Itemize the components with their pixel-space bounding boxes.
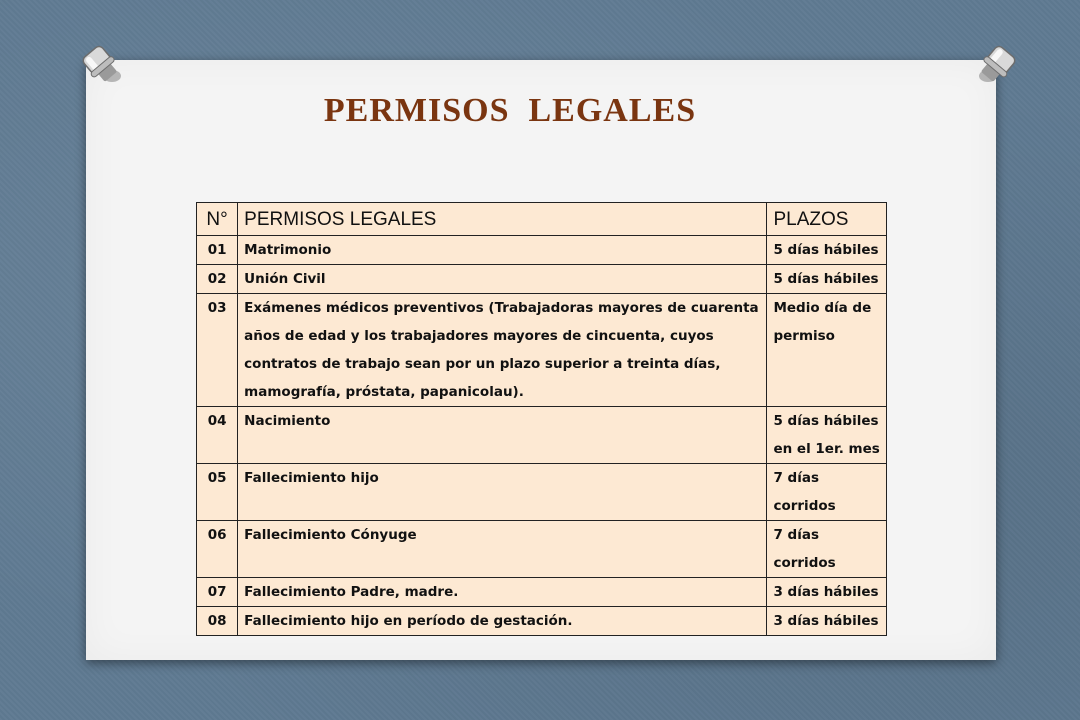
row-number: 02	[197, 265, 238, 294]
pushpin-icon	[966, 36, 1026, 96]
page-title: PERMISOS LEGALES	[323, 92, 697, 129]
row-number: 04	[197, 407, 238, 464]
table-row	[197, 265, 887, 294]
table-row	[197, 236, 887, 265]
table-row	[197, 294, 887, 407]
row-plazo: Medio día de permiso	[767, 294, 887, 407]
column-header-number: N°	[197, 203, 238, 236]
table-row	[197, 521, 887, 578]
column-header-plazos: PLAZOS	[767, 203, 887, 236]
row-number: 07	[197, 578, 238, 607]
table-row	[197, 578, 887, 607]
row-permiso: Matrimonio	[238, 236, 767, 265]
permits-table	[196, 202, 887, 636]
row-number: 03	[197, 294, 238, 407]
table-row	[197, 407, 887, 464]
row-plazo: 5 días hábiles en el 1er. mes	[767, 407, 887, 464]
row-number: 06	[197, 521, 238, 578]
row-permiso: Unión Civil	[238, 265, 767, 294]
row-plazo: 7 días corridos	[767, 464, 887, 521]
row-permiso: Fallecimiento hijo	[238, 464, 767, 521]
row-plazo: 3 días hábiles	[767, 607, 887, 636]
table-row	[197, 464, 887, 521]
table-header-row	[197, 203, 887, 236]
row-number: 01	[197, 236, 238, 265]
row-plazo: 7 días corridos	[767, 521, 887, 578]
table-row	[197, 607, 887, 636]
row-plazo: 3 días hábiles	[767, 578, 887, 607]
row-permiso: Fallecimiento Padre, madre.	[238, 578, 767, 607]
row-plazo: 5 días hábiles	[767, 236, 887, 265]
row-permiso: Fallecimiento Cónyuge	[238, 521, 767, 578]
column-header-permisos: PERMISOS LEGALES	[238, 203, 767, 236]
pushpin-icon	[72, 36, 132, 96]
row-plazo: 5 días hábiles	[767, 265, 887, 294]
row-permiso: Exámenes médicos preventivos (Trabajadoras mayores de cuarenta años de edad y los trabajadores mayores de cincuenta, cuyos contratos de trabajo sean por un plazo superior a treinta días, mamografía, próstata, papanicolau).	[238, 294, 767, 407]
row-permiso: Fallecimiento hijo en período de gestación.	[238, 607, 767, 636]
row-number: 05	[197, 464, 238, 521]
row-permiso: Nacimiento	[238, 407, 767, 464]
row-number: 08	[197, 607, 238, 636]
